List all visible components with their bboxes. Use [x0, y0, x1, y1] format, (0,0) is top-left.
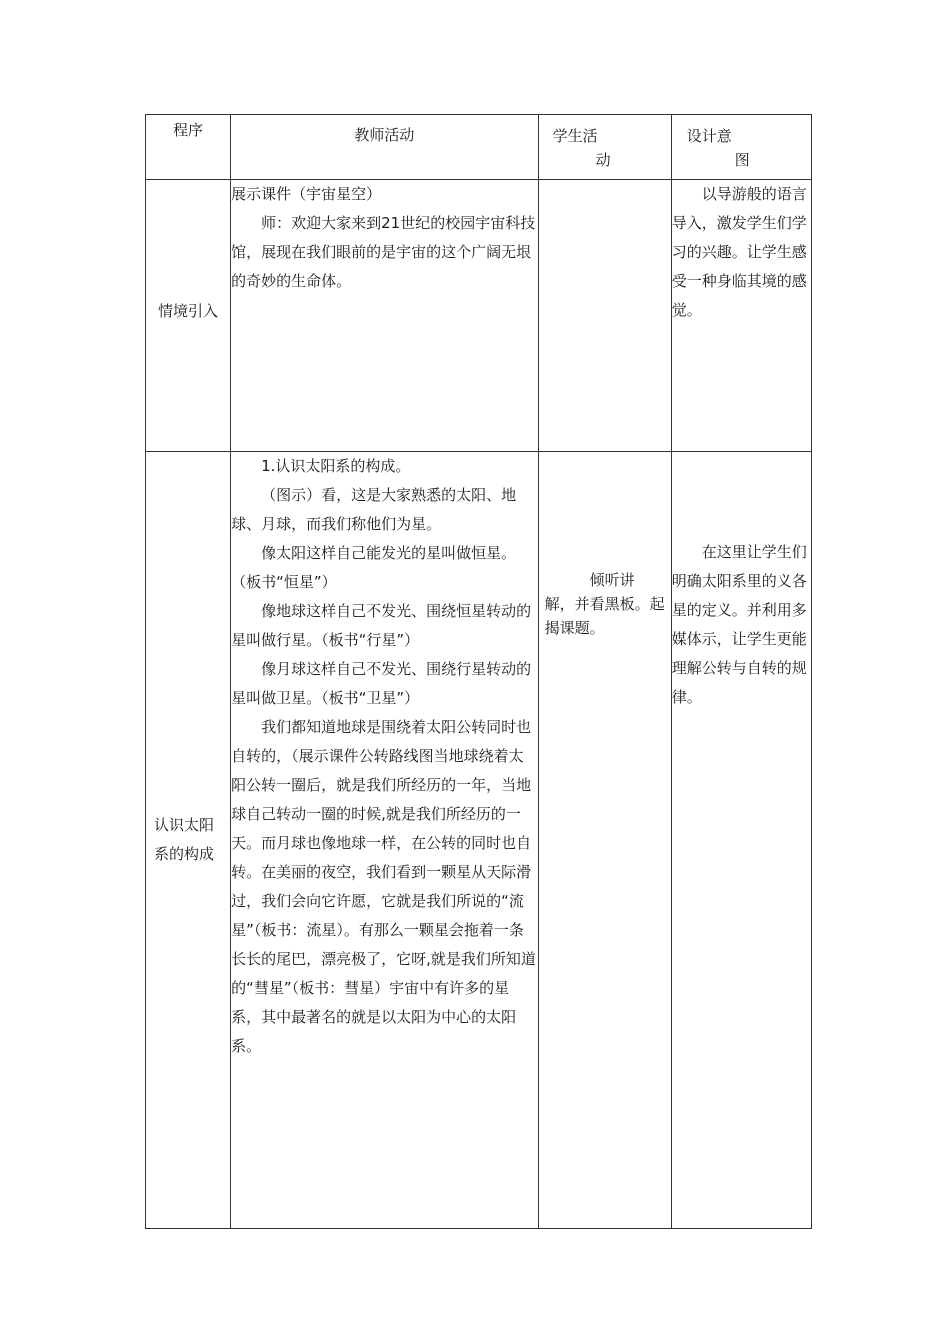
student-activity-cell: 倾听讲 解，并看黑板。起揭课题。 [538, 452, 671, 1229]
teacher-paragraph: 像地球这样自己不发光、围绕恒星转动的星叫做行星。（板书“行星”） [231, 602, 532, 649]
teacher-paragraph: 展示课件（宇宙星空） [231, 185, 382, 203]
teacher-paragraph: （图示）看，这是大家熟悉的太阳、地球、月球，而我们称他们为星。 [231, 486, 517, 533]
teacher-paragraph: 我们都知道地球是围绕着太阳公转同时也自转的，（展示课件公转路线图当地球绕着太阳公转一圈后，就是我们所经历的一年，当地球自己转动一圈的时候,就是我们所经历的一天。而月球也像地球一样，在公转的同时也自转。在美丽的夜空，我们看到一颗星从天际滑过，我们会向它许愿，它就是我们所说的“流星”（板书：流星）。有那么一颗星会拖着一条长长的尾巴，漂亮极了，它呀,就是我们所知道的“彗星”（板书：彗星）宇宙中有许多的星系，其中最著名的就是以太阳为中心的太阳系。 [231, 718, 536, 1055]
lesson-plan-table [145, 114, 812, 1229]
teacher-activity-cell [231, 180, 538, 452]
design-intent-cell: 以导游般的语言导入，激发学生们学习的兴趣。让学生感受一种身临其境的感觉。 [671, 180, 811, 452]
teacher-paragraph: 像月球这样自己不发光、围绕行星转动的星叫做卫星。（板书“卫星”） [231, 660, 532, 707]
student-activity-cell [538, 180, 671, 452]
table-row [146, 452, 812, 1229]
header-student: 学生活 动 [538, 115, 671, 180]
header-sequence: 程序 [146, 115, 231, 180]
table-row [146, 180, 812, 452]
teacher-activity-cell [231, 452, 538, 1229]
teacher-paragraph: 1.认识太阳系的构成。 [261, 457, 411, 475]
sequence-cell: 情境引入 [146, 180, 231, 452]
header-teacher: 教师活动 [231, 115, 538, 180]
teacher-paragraph: 像太阳这样自己能发光的星叫做恒星。（板书“恒星”） [231, 544, 517, 591]
sequence-cell: 认识太阳 系的构成 [146, 452, 231, 1229]
header-row [146, 115, 812, 180]
header-design: 设计意 图 [671, 115, 811, 180]
teacher-paragraph: 师：欢迎大家来到21世纪的校园宇宙科技馆，展现在我们眼前的是宇宙的这个广阔无垠的奇妙的生命体。 [231, 214, 536, 290]
design-intent-cell: 在这里让学生们明确太阳系里的义各星的定义。并利用多媒体示，让学生更能理解公转与自转的规律。 [671, 452, 811, 1229]
